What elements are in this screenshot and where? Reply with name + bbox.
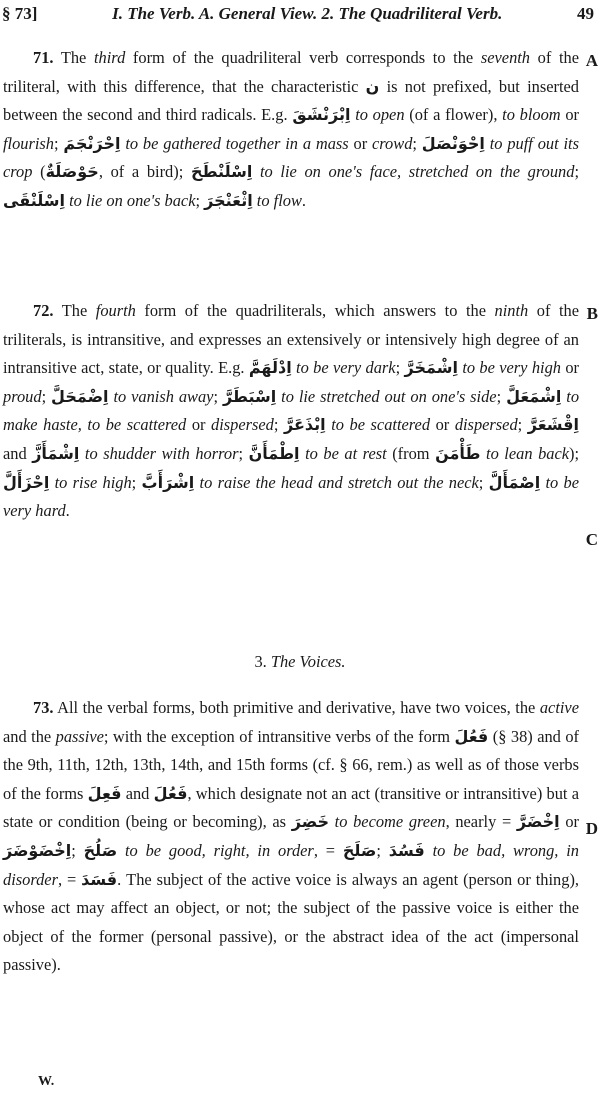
arabic-word: اِبْرَنْشَقَ	[292, 105, 351, 125]
paragraph-number: 71.	[33, 48, 54, 67]
italic-text: passive	[55, 726, 104, 746]
arabic-word: اِثْعَنْجَرَ	[204, 190, 253, 210]
arabic-word: فَعُلَ	[454, 726, 489, 746]
arabic-word: اِشْمَأَزَّ	[32, 443, 80, 463]
italic-text: to make haste, to be scattered	[3, 386, 580, 435]
arabic-word: اِحْرَنْجَمَ	[63, 133, 121, 153]
body-text: form of the quadriliteral verb corresponds to the	[125, 48, 481, 67]
arabic-word: اِسْلَنْقَى	[3, 190, 65, 210]
paragraph-73	[3, 694, 579, 980]
body-text: ;	[71, 840, 84, 860]
body-text: or	[560, 105, 579, 125]
italic-text: to be at rest	[299, 443, 387, 463]
body-text: and	[121, 783, 154, 803]
arabic-word: اِشْمَعَلَّ	[506, 386, 562, 406]
italic-text: to raise the head and stretch out the neck	[194, 472, 479, 492]
italic-text: to lie on one's back	[64, 190, 196, 210]
body-text: ;	[54, 133, 64, 153]
body-text: ; with the exception of intransitive verbs of the form	[103, 726, 455, 746]
arabic-word: اِحْوَنْصَلَ	[421, 133, 485, 153]
body-text: ;	[517, 415, 528, 435]
italic-text: to be very hard	[3, 472, 579, 521]
body-text: . The subject of the active voice is always an agent (person or thing), whose act may affect an object, or not; the subject of the passive voice is either the object of the former (personal passive), or the abstract idea of the act (impersonal passive).	[3, 869, 579, 975]
body-text: ;	[195, 190, 205, 210]
arabic-word: فَسُدَ	[388, 840, 425, 860]
italic-text: to flow	[252, 190, 302, 210]
paragraph-71	[3, 44, 579, 216]
body-text: ;	[395, 358, 405, 378]
arabic-word: اِشْرَأَبَّ	[141, 472, 195, 492]
body-text: or	[348, 133, 373, 153]
italic-text: to vanish away	[108, 386, 214, 406]
section-title: The Voices.	[270, 652, 346, 671]
arabic-word: فَسَدَ	[81, 869, 118, 889]
arabic-word: صَلَحَ	[342, 840, 377, 860]
italic-text: to lean back	[480, 443, 570, 463]
arabic-word: اِطْمَأَنَّ	[248, 443, 300, 463]
italic-text: to lie on one's face, stretched on the ground	[252, 162, 575, 182]
body-text: ;	[213, 386, 223, 406]
body-text: All the verbal forms, both primitive and derivative, have two voices, the	[53, 698, 540, 717]
body-text: ;	[238, 443, 249, 463]
body-text: , =	[57, 869, 82, 889]
italic-text: to be gathered together in a mass	[120, 133, 349, 153]
body-text: is not prefixed, but inserted between the second and third radicals. E.g.	[3, 76, 579, 125]
italic-text: third	[94, 48, 126, 67]
body-text: );	[569, 443, 580, 463]
body-text: (from	[386, 443, 436, 463]
body-text: ;	[574, 162, 579, 182]
italic-text: to become green	[329, 812, 446, 832]
arabic-word: فَعِلَ	[87, 783, 122, 803]
arabic-word: صَلُحَ	[83, 840, 118, 860]
italic-text: to be very dark	[291, 358, 396, 378]
body-text: or	[559, 812, 579, 832]
body-text: , =	[313, 840, 343, 860]
arabic-word: اِحْزَأَلَّ	[3, 472, 50, 492]
italic-text: to bloom	[502, 105, 561, 125]
body-text: form of the quadriliterals, which answers to the	[135, 301, 495, 320]
italic-text: to be good, right, in order	[117, 840, 314, 860]
body-text: ;	[131, 472, 142, 492]
body-text: The	[53, 301, 96, 320]
arabic-word: اِقْشَعَرَّ	[527, 415, 579, 435]
paragraph-number: 73.	[33, 698, 54, 717]
body-text: and	[3, 443, 33, 463]
body-text: , nearly =	[445, 812, 517, 832]
body-text: The	[53, 48, 94, 67]
page-number: 49	[576, 4, 594, 23]
body-text: or	[560, 358, 579, 378]
running-header	[2, 0, 594, 28]
margin-letter-d: D	[585, 819, 598, 838]
italic-text: dispersed	[211, 415, 274, 435]
body-text: ;	[496, 386, 507, 406]
italic-text: to open	[350, 105, 405, 125]
section-heading	[0, 648, 600, 677]
body-text: of the triliteral, with this difference, that the characteristic	[3, 48, 579, 96]
paragraph-72	[3, 297, 579, 526]
italic-text: to lie stretched out on one's side	[276, 386, 497, 406]
body-text: (	[32, 162, 46, 182]
section-reference: § 73]	[2, 4, 38, 23]
margin-letter-c: C	[585, 530, 598, 549]
signature-mark: W.	[38, 1074, 55, 1089]
arabic-word: اِخْضَوْضَرَ	[3, 840, 72, 860]
body-text: ;	[478, 472, 489, 492]
body-text: .	[301, 190, 306, 210]
arabic-word: اِبْذَعَرَّ	[284, 415, 326, 435]
body-text: ;	[412, 133, 422, 153]
italic-text: flourish	[3, 133, 55, 153]
arabic-word: اِدْلَهَمَّ	[248, 358, 292, 378]
body-text: ;	[273, 415, 284, 435]
body-text: and the	[3, 726, 56, 746]
arabic-word: ن	[365, 76, 380, 96]
body-text: , of a bird);	[98, 162, 191, 182]
italic-text: to be bad, wrong, in disorder	[3, 840, 579, 889]
italic-text: proud	[3, 386, 42, 406]
margin-letter-b: B	[586, 304, 598, 323]
body-text: ;	[41, 386, 52, 406]
arabic-word: حَوْصَلَةٌ	[45, 162, 99, 182]
arabic-word: اِضْمَحَلَّ	[51, 386, 109, 406]
running-title: I. The Verb. A. General View. 2. The Quadriliteral Verb.	[112, 4, 503, 23]
body-text: of the triliterals, is intransitive, and expresses an extensively or intensively high degree of an intransitive act, state, or quality. E.g.	[3, 301, 579, 378]
italic-text: to be very high	[457, 358, 561, 378]
italic-text: crowd	[372, 133, 413, 153]
arabic-word: اِسْلَنْطَحَ	[190, 162, 253, 182]
italic-text: ninth	[494, 301, 529, 320]
body-text: .	[65, 501, 70, 521]
arabic-word: طَأْمَنَ	[435, 443, 481, 463]
margin-letter-a: A	[585, 51, 598, 70]
paragraph-number: 72.	[33, 301, 54, 320]
arabic-word: فَعُلَ	[153, 783, 188, 803]
italic-text: to puff out its crop	[3, 133, 579, 182]
body-text: (of a flower),	[404, 105, 503, 125]
italic-text: seventh	[480, 48, 531, 67]
body-text: , which designate not an act (transitive or intransitive) but a state or condition (being or becoming), as	[3, 783, 579, 832]
body-text: or	[430, 415, 455, 435]
section-number: 3.	[254, 652, 267, 671]
italic-text: to shudder with horror	[79, 443, 239, 463]
body-text: or	[186, 415, 212, 435]
arabic-word: اِشْمَخَرَّ	[404, 358, 458, 378]
arabic-word: اِصْمَأَلَّ	[488, 472, 541, 492]
arabic-word: اِسْبَطَرَّ	[222, 386, 277, 406]
italic-text: fourth	[95, 301, 136, 320]
arabic-word: خَضِرَ	[291, 812, 329, 832]
italic-text: dispersed	[454, 415, 518, 435]
body-text: (§ 38) and of the 9th, 11th, 12th, 13th, 14th, and 15th forms (cf. § 66, rem.) as well as of those verbs of the forms	[3, 726, 579, 803]
arabic-word: اِخْضَرَّ	[516, 812, 560, 832]
italic-text: active	[539, 698, 579, 717]
italic-text: to be scattered	[325, 415, 431, 435]
italic-text: to rise high	[49, 472, 132, 492]
body-text: ;	[376, 840, 389, 860]
